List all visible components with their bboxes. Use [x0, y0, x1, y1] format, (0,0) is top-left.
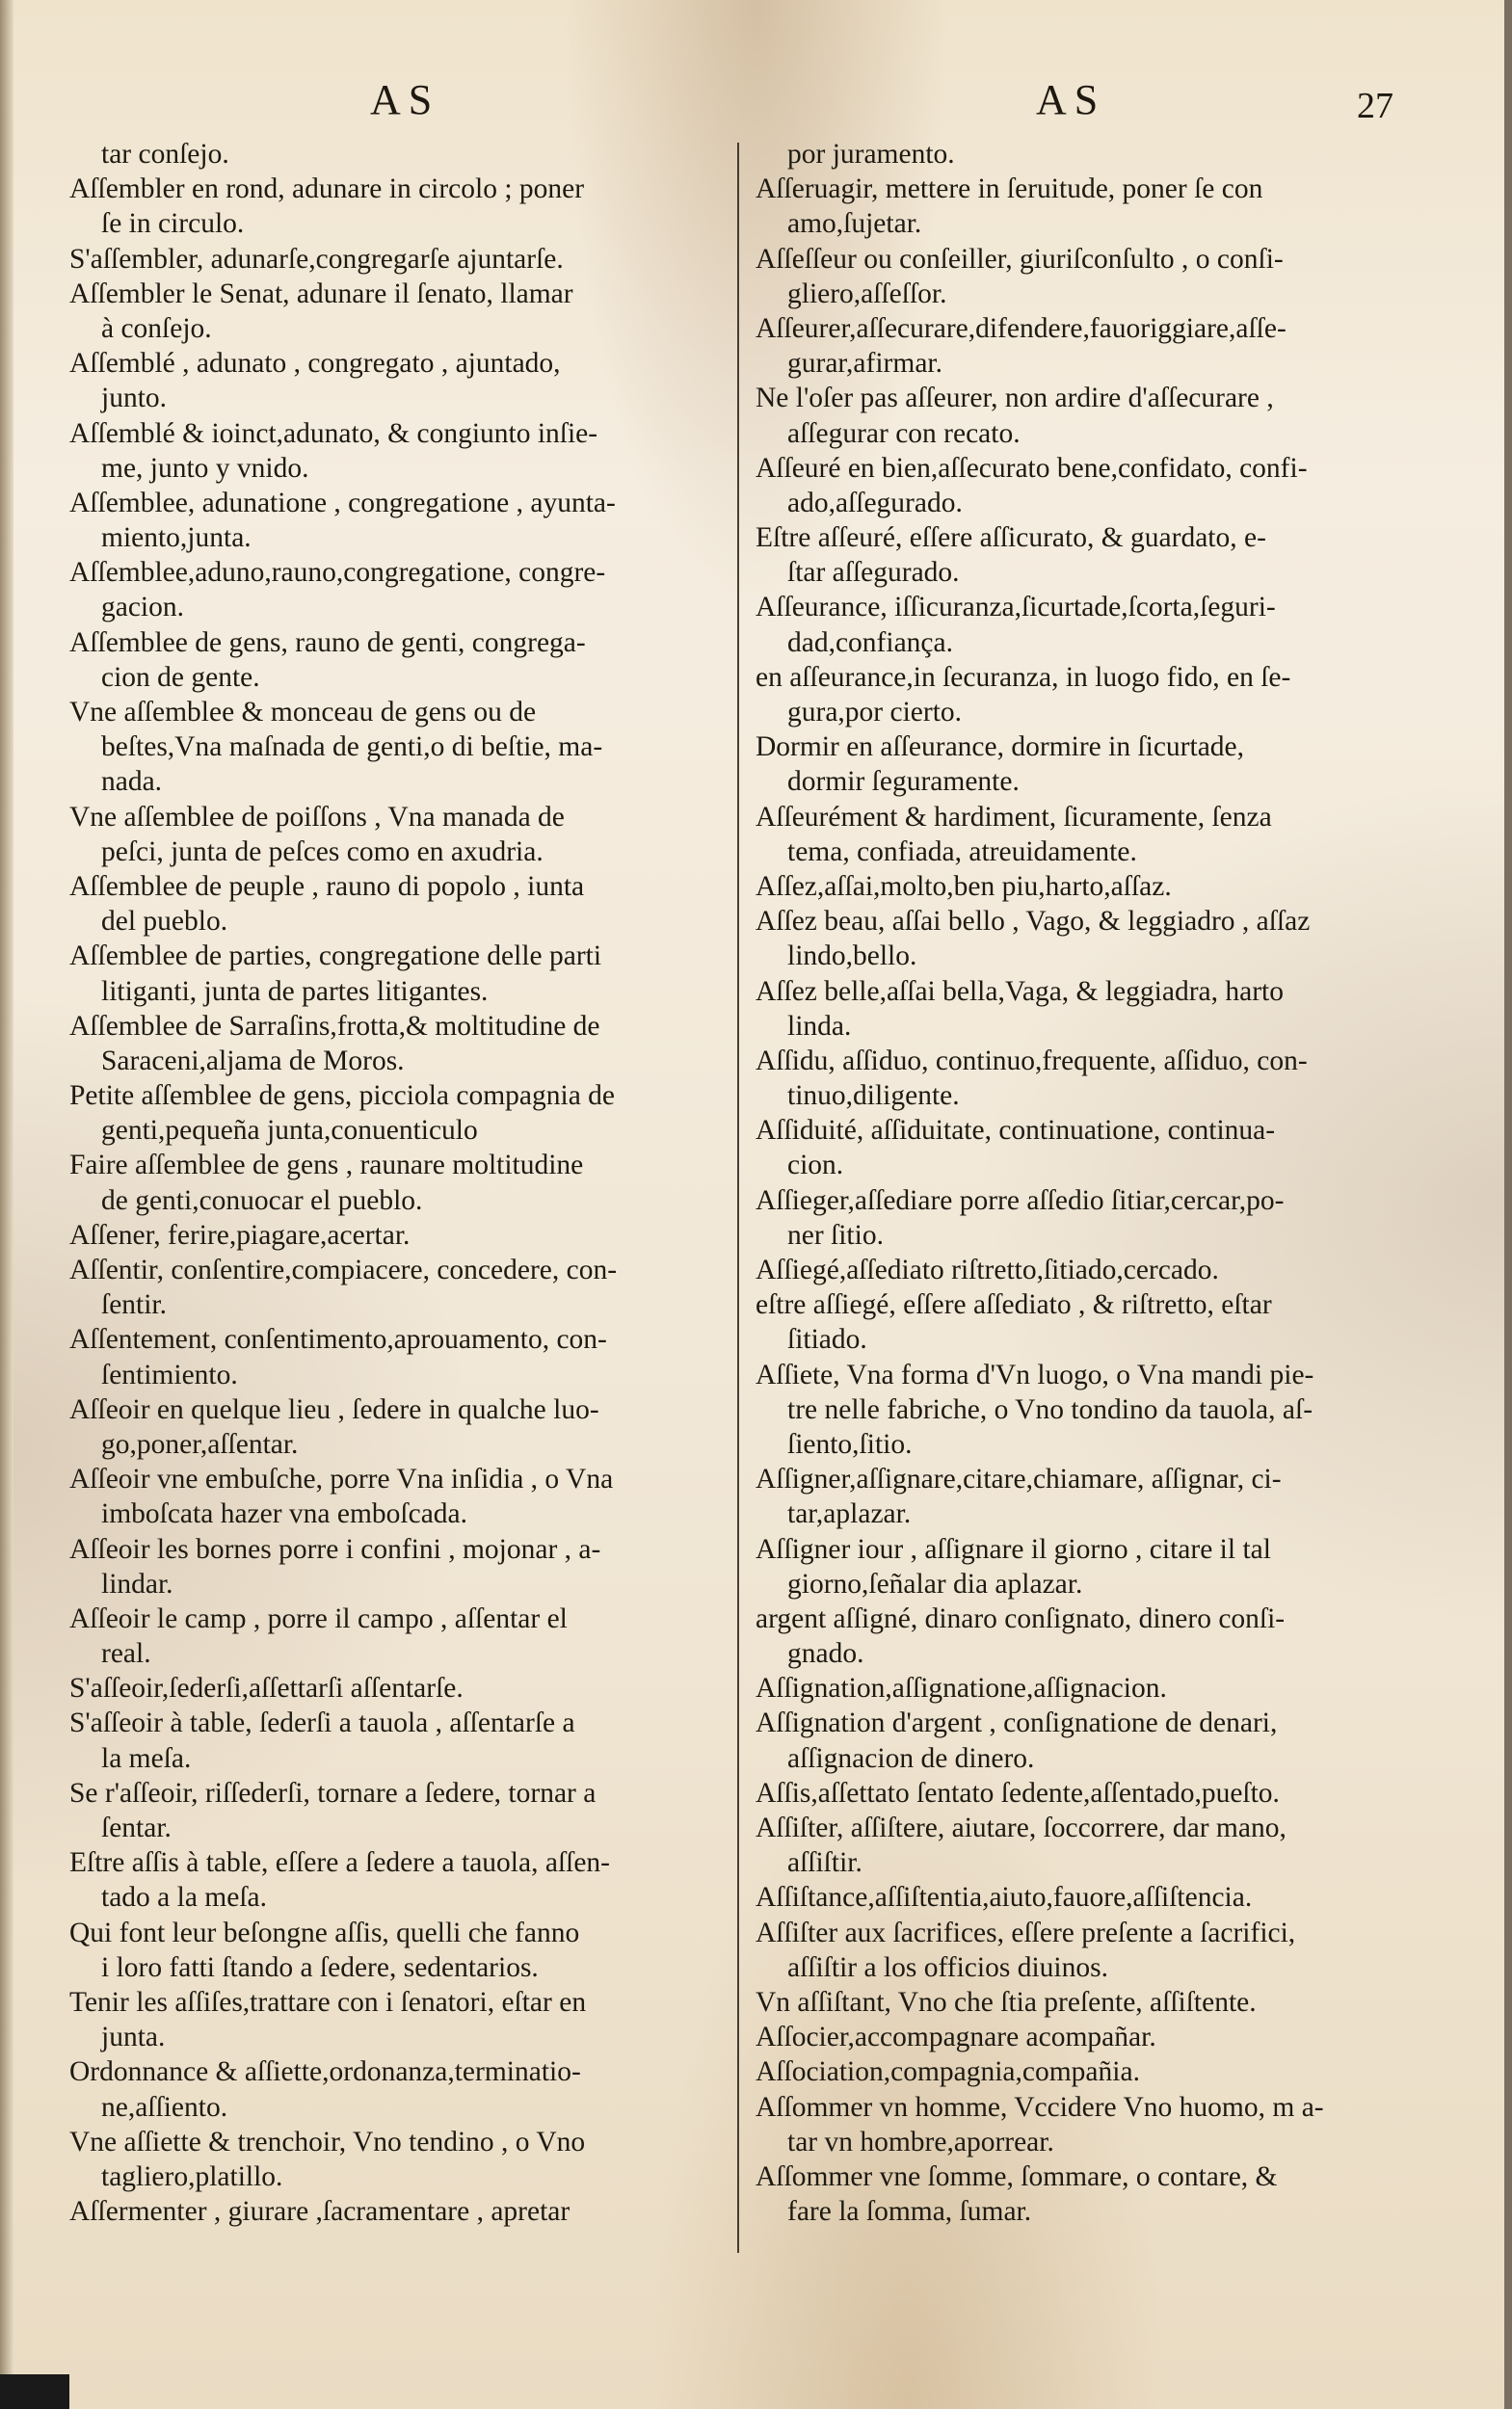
dictionary-line: Aſſignation d'argent , conſignatione de denari, — [756, 1707, 1278, 1739]
dictionary-line: Aſſeoir vne embuſche, porre Vna inſidia , o Vna — [69, 1464, 614, 1496]
dictionary-line: tinuo,diligente. — [787, 1080, 960, 1112]
dictionary-line: Eſtre aſſeuré, eſſere aſſicurato, & guardato, e- — [756, 522, 1266, 554]
dictionary-line: miento,junta. — [101, 522, 252, 554]
dictionary-line: Aſſommer vne ſomme, ſommare, o contare, & — [756, 2160, 1278, 2192]
dictionary-line: Aſſeuré en bien,aſſecurato bene,confidato, confi- — [756, 452, 1308, 484]
dictionary-line: amo,ſujetar. — [787, 208, 922, 240]
dictionary-line: Aſſemblé , adunato , congregato , ajuntado, — [69, 348, 561, 380]
dictionary-line: tar vn hombre,aporrear. — [787, 2126, 1054, 2158]
page-right-edge — [1504, 0, 1512, 2409]
dictionary-line: Aſſeruagir, mettere in ſeruitude, poner ſe con — [756, 173, 1263, 205]
dictionary-line: aſſiſtir. — [787, 1847, 862, 1879]
dictionary-line: tar conſejo. — [101, 139, 229, 170]
dictionary-line: linda. — [787, 1010, 852, 1042]
dictionary-line: Aſſieger,aſſediare porre aſſedio ſitiar,cercar,po- — [756, 1184, 1285, 1216]
dictionary-line: S'aſſembler, adunarſe,congregarſe ajuntarſe. — [69, 243, 564, 275]
dictionary-line: real. — [101, 1638, 151, 1670]
dictionary-line: Aſſiſtance,aſſiſtentia,aiuto,fauore,aſſiſtencia. — [756, 1882, 1253, 1914]
dictionary-line: Aſſeurance, iſſicuranza,ſicurtade,ſcorta,ſeguri- — [756, 592, 1276, 623]
dictionary-line: Aſſeurément & hardiment, ſicuramente, ſenza — [756, 801, 1272, 833]
dictionary-line: ſtar aſſegurado. — [787, 557, 960, 589]
dictionary-line: en aſſeurance,in ſecuranza, in luogo fido, en ſe- — [756, 661, 1291, 693]
dictionary-line: ſiento,ſitio. — [787, 1428, 913, 1460]
dictionary-line: Faire aſſemblee de gens , raunare moltitudine — [69, 1150, 584, 1181]
corner-mark — [0, 2374, 69, 2409]
dictionary-line: genti,pequeña junta,conuenticulo — [101, 1115, 478, 1147]
dictionary-line: aſſiſtir a los officios diuinos. — [787, 1951, 1108, 1983]
dictionary-line: litiganti, junta de partes litigantes. — [101, 975, 489, 1007]
dictionary-line: Vne aſſemblee de poiſſons , Vna manada de — [69, 801, 565, 833]
dictionary-line: Dormir en aſſeurance, dormire in ſicurtade, — [756, 731, 1245, 763]
dictionary-line: Aſſommer vn homme, Vccidere Vno huomo, m a- — [756, 2091, 1324, 2123]
dictionary-line: dormir ſeguramente. — [787, 766, 1020, 798]
dictionary-line: Aſſemblee,aduno,rauno,congregatione, congre- — [69, 557, 606, 589]
dictionary-line: imboſcata hazer vna emboſcada. — [101, 1498, 468, 1530]
dictionary-line: Ordonnance & aſſiette,ordonanza,terminatio- — [69, 2056, 581, 2088]
dictionary-line: ſentar. — [101, 1813, 172, 1843]
dictionary-line: Aſſentement, conſentimento,aprouamento, con- — [69, 1324, 607, 1356]
dictionary-line: i loro fatti ſtando a ſedere, sedentarios. — [101, 1951, 539, 1983]
dictionary-line: go,poner,aſſentar. — [101, 1428, 299, 1460]
dictionary-line: Aſſemblé & ioinct,adunato, & congiunto inſie- — [69, 417, 598, 449]
dictionary-line: Aſſigner iour , aſſignare il giorno , citare il tal — [756, 1533, 1271, 1565]
dictionary-line: giorno,ſeñalar dia aplazar. — [787, 1568, 1083, 1600]
dictionary-line: beſtes,Vna maſnada de genti,o di beſtie, ma- — [101, 731, 603, 763]
dictionary-line: Aſſis,aſſettato ſentato ſedente,aſſentado,pueſto. — [756, 1777, 1280, 1809]
dictionary-line: dad,confiança. — [787, 626, 953, 658]
dictionary-line: del pueblo. — [101, 906, 228, 938]
dictionary-line: Aſſemblee de gens, rauno de genti, congrega- — [69, 626, 586, 658]
page-left-edge — [0, 0, 13, 2409]
dictionary-line: lindo,bello. — [787, 940, 917, 972]
dictionary-line: S'aſſeoir,ſederſi,aſſettarſi aſſentarſe. — [69, 1673, 464, 1705]
dictionary-line: peſci, junta de peſces como en axudria. — [101, 835, 544, 867]
dictionary-line: tre nelle fabriche, o Vno tondino da tauola, aſ- — [787, 1393, 1313, 1425]
page-number: 27 — [1357, 86, 1393, 126]
dictionary-line: ſentimiento. — [101, 1359, 238, 1390]
dictionary-line: Aſſignation,aſſignatione,aſſignacion. — [756, 1673, 1167, 1705]
left-column — [69, 137, 710, 2229]
dictionary-line: Aſſeurer,aſſecurare,difendere,fauoriggiare,aſſe- — [756, 312, 1287, 344]
dictionary-line: tagliero,platillo. — [101, 2160, 283, 2192]
dictionary-line: lindar. — [101, 1568, 173, 1600]
dictionary-line: gura,por cierto. — [787, 697, 963, 728]
dictionary-line: Aſſermenter , giurare ,ſacramentare , apretar — [69, 2196, 570, 2228]
dictionary-line: Aſſemblee, adunatione , congregatione , ayunta- — [69, 487, 616, 518]
dictionary-line: Aſſigner,aſſignare,citare,chiamare, aſſignar, ci- — [756, 1464, 1282, 1496]
dictionary-line: S'aſſeoir à table, ſederſi a tauola , aſſentarſe a — [69, 1707, 575, 1739]
dictionary-line: Aſſiete, Vna forma d'Vn luogo, o Vna mandi pie- — [756, 1359, 1314, 1390]
dictionary-line: Vne aſſiette & trenchoir, Vno tendino , o Vno — [69, 2126, 586, 2158]
dictionary-line: gliero,aſſeſſor. — [787, 278, 947, 309]
dictionary-line: me, junto y vnido. — [101, 452, 309, 484]
dictionary-line: ſe in circulo. — [101, 208, 245, 240]
dictionary-line: nada. — [101, 766, 163, 798]
dictionary-line: ſitiado. — [787, 1324, 867, 1356]
dictionary-line: Aſſez beau, aſſai bello , Vago, & leggiadro , aſſaz — [756, 906, 1311, 938]
dictionary-line: gacion. — [101, 592, 185, 623]
dictionary-line: aſſegurar con recato. — [787, 417, 1021, 449]
dictionary-line: Aſſembler en rond, adunare in circolo ; poner — [69, 173, 585, 205]
dictionary-line: Tenir les aſſiſes,trattare con i ſenatori, eſtar en — [69, 1986, 587, 2018]
dictionary-line: Vne aſſemblee & monceau de gens ou de — [69, 697, 537, 728]
dictionary-line: Aſſociation,compagnia,compañia. — [756, 2056, 1140, 2088]
dictionary-line: Aſſez belle,aſſai bella,Vaga, & leggiadra, harto — [756, 975, 1284, 1007]
dictionary-line: à conſejo. — [101, 312, 212, 344]
dictionary-line: ado,aſſegurado. — [787, 487, 963, 518]
dictionary-line: Qui font leur beſongne aſſis, quelli che fanno — [69, 1917, 580, 1948]
dictionary-line: Aſſiſter aux ſacrifices, eſſere preſente a ſacrifici, — [756, 1917, 1296, 1948]
dictionary-line: gurar,afirmar. — [787, 348, 942, 380]
dictionary-line: Aſſiduité, aſſiduitate, continuatione, continua- — [756, 1115, 1276, 1147]
dictionary-line: fare la ſomma, ſumar. — [787, 2196, 1032, 2228]
dictionary-line: Aſſentir, conſentire,compiacere, concedere, con- — [69, 1255, 618, 1285]
dictionary-line: cion de gente. — [101, 661, 260, 693]
dictionary-line: Ne l'oſer pas aſſeurer, non ardire d'aſſecurare , — [756, 383, 1274, 414]
dictionary-line: Aſſeoir le camp , porre il campo , aſſentar el — [69, 1602, 568, 1634]
dictionary-line: Vn aſſiſtant, Vno che ſtia preſente, aſſiſtente. — [756, 1986, 1257, 2018]
dictionary-line: Saraceni,aljama de Moros. — [101, 1045, 405, 1076]
dictionary-line: Aſſocier,accompagnare acompañar. — [756, 2022, 1156, 2053]
dictionary-line: argent aſſigné, dinaro conſignato, dinero conſi- — [756, 1602, 1286, 1634]
dictionary-line: Aſſiſter, aſſiſtere, aiutare, ſoccorrere, dar mano, — [756, 1813, 1287, 1843]
dictionary-line: Aſſemblee de parties, congregatione delle parti — [69, 940, 602, 972]
dictionary-line: ner ſitio. — [787, 1219, 884, 1251]
dictionary-line: la meſa. — [101, 1742, 192, 1774]
dictionary-line: Aſſeſſeur ou conſeiller, giuriſconſulto , o conſi- — [756, 243, 1284, 275]
dictionary-line: ſentir. — [101, 1289, 168, 1321]
dictionary-line: Aſſener, ferire,piagare,acertar. — [69, 1219, 411, 1251]
right-column — [756, 137, 1396, 2229]
dictionary-line: ne,aſſiento. — [101, 2091, 228, 2123]
dictionary-line: Aſſeoir en quelque lieu , ſedere in qualche luo- — [69, 1393, 599, 1425]
dictionary-line: tar,aplazar. — [787, 1498, 912, 1530]
dictionary-line: Aſſemblee de Sarraſins,frotta,& moltitudine de — [69, 1010, 600, 1042]
dictionary-line: eſtre aſſiegé, eſſere aſſediato , & riſtretto, eſtar — [756, 1289, 1272, 1321]
dictionary-line: Aſſiegé,aſſediato riſtretto,ſitiado,cercado. — [756, 1255, 1219, 1285]
dictionary-line: Se r'aſſeoir, riſſederſi, tornare a ſedere, tornar a — [69, 1777, 597, 1809]
dictionary-line: tema, confiada, atreuidamente. — [787, 835, 1137, 867]
dictionary-line: gnado. — [787, 1638, 864, 1670]
dictionary-line: tado a la meſa. — [101, 1882, 268, 1914]
dictionary-line: Eſtre aſſis à table, eſſere a ſedere a tauola, aſſen- — [69, 1847, 611, 1879]
dictionary-line: Aſſemblee de peuple , rauno di popolo , iunta — [69, 870, 585, 902]
dictionary-line: Aſſeoir les bornes porre i confini , mojonar , a- — [69, 1533, 601, 1565]
dictionary-line: por juramento. — [787, 139, 955, 170]
running-head-left: AS — [370, 76, 440, 123]
dictionary-line: Aſſembler le Senat, adunare il ſenato, llamar — [69, 278, 573, 309]
running-head-right: AS — [1036, 76, 1106, 123]
dictionary-line: aſſignacion de dinero. — [787, 1742, 1035, 1774]
dictionary-line: Aſſez,aſſai,molto,ben piu,harto,aſſaz. — [756, 870, 1172, 902]
dictionary-line: de genti,conuocar el pueblo. — [101, 1184, 423, 1216]
column-rule — [737, 143, 739, 2253]
dictionary-line: Aſſidu, aſſiduo, continuo,frequente, aſſiduo, con- — [756, 1045, 1308, 1076]
dictionary-line: junta. — [101, 2022, 166, 2053]
dictionary-line: cion. — [787, 1150, 844, 1181]
dictionary-line: Petite aſſemblee de gens, picciola compagnia de — [69, 1080, 616, 1112]
dictionary-line: junto. — [101, 383, 168, 414]
